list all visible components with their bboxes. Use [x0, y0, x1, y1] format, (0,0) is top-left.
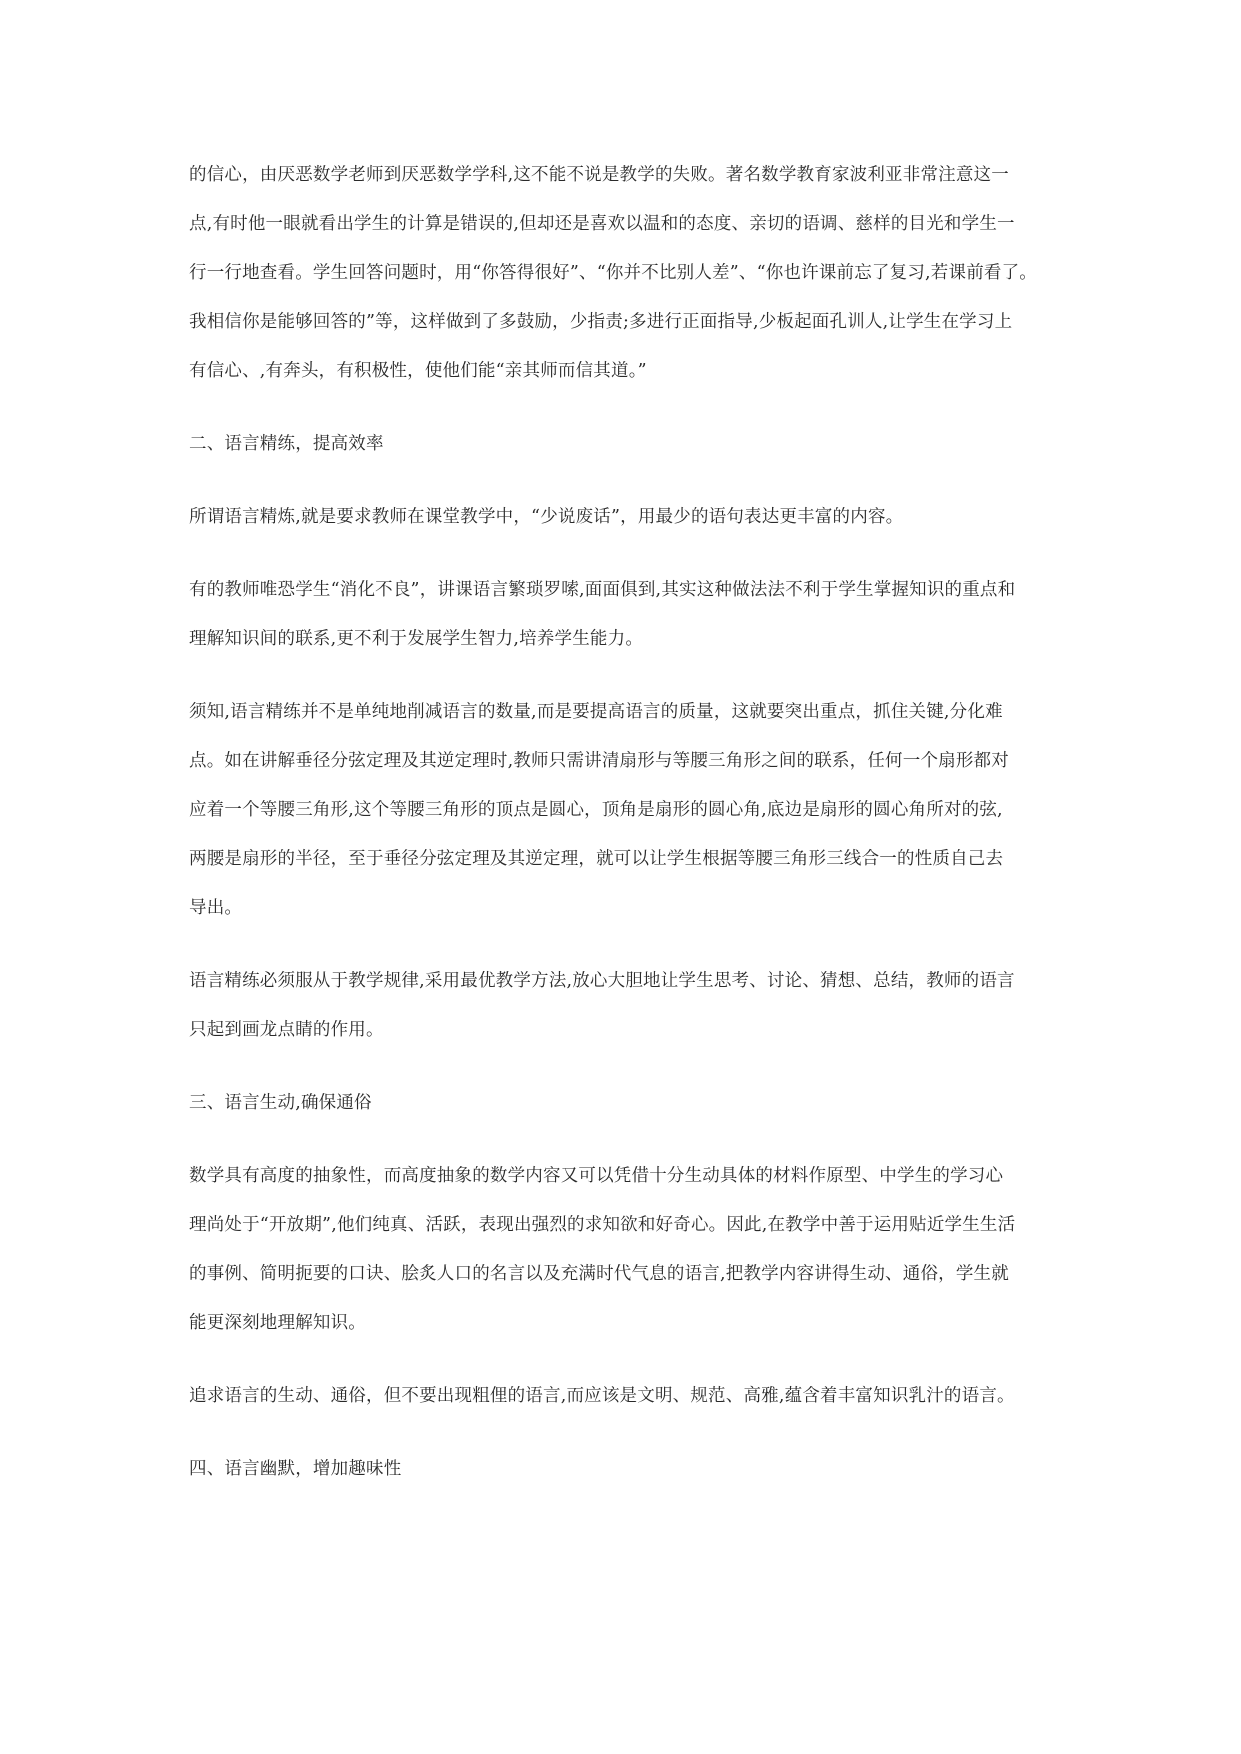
- section-heading: 三、语言生动,确保通俗: [189, 1093, 372, 1113]
- section-heading: 二、语言精练，提高效率: [189, 434, 384, 454]
- paragraph-line: 两腰是扇形的半径，至于垂径分弦定理及其逆定理，就可以让学生根据等腰三角形三线合一的性质自己去: [189, 849, 1004, 869]
- paragraph-line: 能更深刻地理解知识。: [189, 1313, 366, 1333]
- paragraph-line: 应着一个等腰三角形,这个等腰三角形的顶点是圆心，顶角是扇形的圆心角,底边是扇形的圆心角所对的弦,: [189, 800, 1003, 820]
- paragraph-line: 语言精练必须服从于教学规律,采用最优教学方法,放心大胆地让学生思考、讨论、猜想、总结，教师的语言: [189, 971, 1015, 991]
- paragraph-line: 有的教师唯恐学生“消化不良”，讲课语言繁琐罗嗦,面面俱到,其实这种做法法不利于学生掌握知识的重点和: [189, 580, 1016, 600]
- paragraph-line: 行一行地查看。学生回答问题时，用“你答得很好”、“你并不比别人差”、“你也许课前忘了复习,若课前看了。: [189, 263, 1037, 283]
- paragraph-line: 的信心，由厌恶数学老师到厌恶数学学科,这不能不说是教学的失败。著名数学教育家波利亚非常注意这一: [189, 165, 1009, 185]
- paragraph-line: 我相信你是能够回答的”等，这样做到了多鼓励，少指责;多进行正面指导,少板起面孔训人,让学生在学习上: [189, 312, 1013, 332]
- paragraph-line: 须知,语言精练并不是单纯地削减语言的数量,而是要提高语言的质量，这就要突出重点，抓住关键,分化难: [189, 702, 1003, 722]
- paragraph-line: 只起到画龙点睛的作用。: [189, 1020, 384, 1040]
- paragraph-line: 导出。: [189, 898, 243, 918]
- paragraph-line: 数学具有高度的抽象性，而高度抽象的数学内容又可以凭借十分生动具体的材料作原型、中学生的学习心: [189, 1166, 1004, 1186]
- paragraph-line: 的事例、简明扼要的口诀、脍炙人口的名言以及充满时代气息的语言,把教学内容讲得生动、通俗，学生就: [189, 1264, 1009, 1284]
- paragraph-line: 理尚处于“开放期”,他们纯真、活跃，表现出强烈的求知欲和好奇心。因此,在教学中善于运用贴近学生生活: [189, 1215, 1016, 1235]
- paragraph-line: 有信心、,有奔头，有积极性，使他们能“亲其师而信其道。”: [189, 361, 647, 381]
- paragraph-line: 点,有时他一眼就看出学生的计算是错误的,但却还是喜欢以温和的态度、亲切的语调、慈样的目光和学生一: [189, 214, 1015, 234]
- paragraph-line: 点。如在讲解垂径分弦定理及其逆定理时,教师只需讲清扇形与等腰三角形之间的联系，任何一个扇形都对: [189, 751, 1009, 771]
- paragraph-line: 追求语言的生动、通俗，但不要出现粗俚的语言,而应该是文明、规范、高雅,蕴含着丰富知识乳汁的语言。: [189, 1386, 1015, 1406]
- section-heading: 四、语言幽默，增加趣味性: [189, 1459, 402, 1479]
- paragraph-line: 所谓语言精炼,就是要求教师在课堂教学中，“少说废话”，用最少的语句表达更丰富的内容。: [189, 507, 904, 527]
- paragraph-line: 理解知识间的联系,更不利于发展学生智力,培养学生能力。: [189, 629, 644, 649]
